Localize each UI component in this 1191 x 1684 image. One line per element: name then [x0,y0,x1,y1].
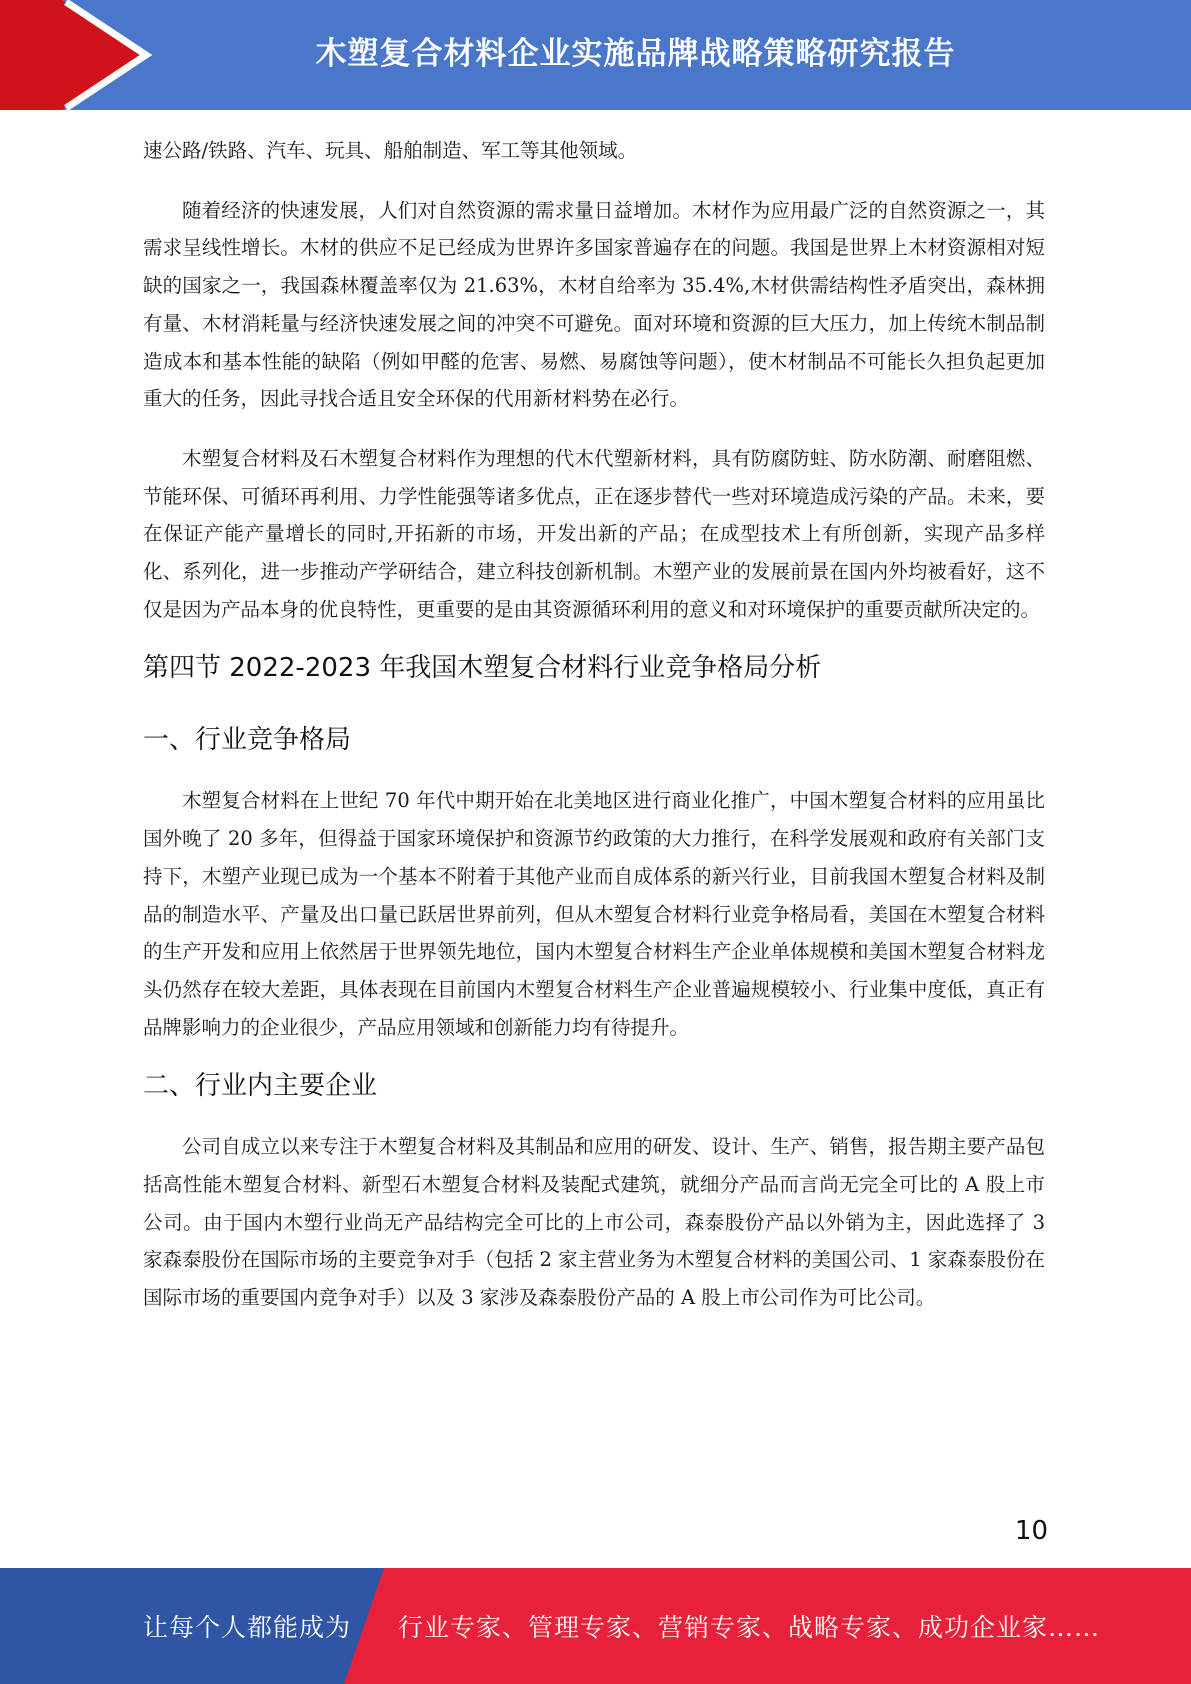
footer-slogan-left: 让每个人都能成为 [143,1613,352,1642]
paragraph-resource-demand: 随着经济的快速发展，人们对自然资源的需求量日益增加。木材作为应用最广泛的自然资源之一，其需求呈线性增长。木材的供应不足已经成为世界许多国家普遍存在的问题。我国是世界上木材资源相对短缺的国家之一，我国森林覆盖率仅为 21.63%，木材自给率为 35.4%,木材供需结构性矛盾突出，森林拥有量、木材消耗量与经济快速发展之间的冲突不可避免。面对环境和资源的巨大压力，加上传统木制品制造成本和基本性能的缺陷（例如甲醛的危害、易燃、易腐蚀等问题），使木材制品不可能长久担负起更加重大的任务，因此寻找合适且安全环保的代用新材料势在必行。 [143,198,1045,411]
subheading-major-companies: 二、行业内主要企业 [143,1071,378,1102]
section-heading: 第四节 2022-2023 年我国木塑复合材料行业竞争格局分析 [143,653,822,684]
page-number: 10 [1014,1516,1048,1546]
page-content [143,132,1045,1317]
page-header [0,0,1191,110]
paragraph-major-companies: 公司自成立以来专注于木塑复合材料及其制品和应用的研发、设计、生产、销售，报告期主要产品包括高性能木塑复合材料、新型石木塑复合材料及装配式建筑，就细分产品而言尚无完全可比的 A 股上市公司。由于国内木塑行业尚无产品结构完全可比的上市公司，森泰股份产品以外销为主，因此选择了 3 家森泰股份在国际市场的主要竞争对手（包括 2 家主营业务为木塑复合材料的美国公司、1 家森泰股份在国际市场的重要国内竞争对手）以及 3 家涉及森泰股份产品的 A 股上市公司作为可比公司。 [143,1135,1045,1310]
page-footer [0,1568,1191,1684]
paragraph-wpc-advantages: 木塑复合材料及石木塑复合材料作为理想的代木代塑新材料，具有防腐防蛀、防水防潮、耐磨阻燃、节能环保、可循环再利用、力学性能强等诸多优点，正在逐步替代一些对环境造成污染的产品。未来，要在保证产能产量增长的同时,开拓新的市场，开发出新的产品；在成型技术上有所创新，实现产品多样化、系列化，进一步推动产学研结合，建立科技创新机制。木塑产业的发展前景在国内外均被看好，这不仅是因为产品本身的优良特性，更重要的是由其资源循环利用的意义和对环境保护的重要贡献所决定的。 [143,446,1045,621]
paragraph-continuation: 速公路/铁路、汽车、玩具、船舶制造、军工等其他领域。 [143,139,638,162]
report-title: 木塑复合材料企业实施品牌战略策略研究报告 [315,36,956,72]
subheading-competition: 一、行业竞争格局 [143,725,352,756]
paragraph-competition: 木塑复合材料在上世纪 70 年代中期开始在北美地区进行商业化推广，中国木塑复合材料的应用虽比国外晚了 20 多年，但得益于国家环境保护和资源节约政策的大力推行，在科学发展观和政府有关部门支持下，木塑产业现已成为一个基本不附着于其他产业而自成体系的新兴行业，目前我国木塑复合材料及制品的制造水平、产量及出口量已跃居世界前列，但从木塑复合材料行业竞争格局看，美国在木塑复合材料的生产开发和应用上依然居于世界领先地位，国内木塑复合材料生产企业单体规模和美国木塑复合材料龙头仍然存在较大差距，具体表现在目前国内木塑复合材料生产企业普遍规模较小、行业集中度低，真正有品牌影响力的企业很少，产品应用领域和创新能力均有待提升。 [143,789,1045,1039]
footer-slogan-right: 行业专家、管理专家、营销专家、战略专家、成功企业家…… [398,1613,1101,1642]
